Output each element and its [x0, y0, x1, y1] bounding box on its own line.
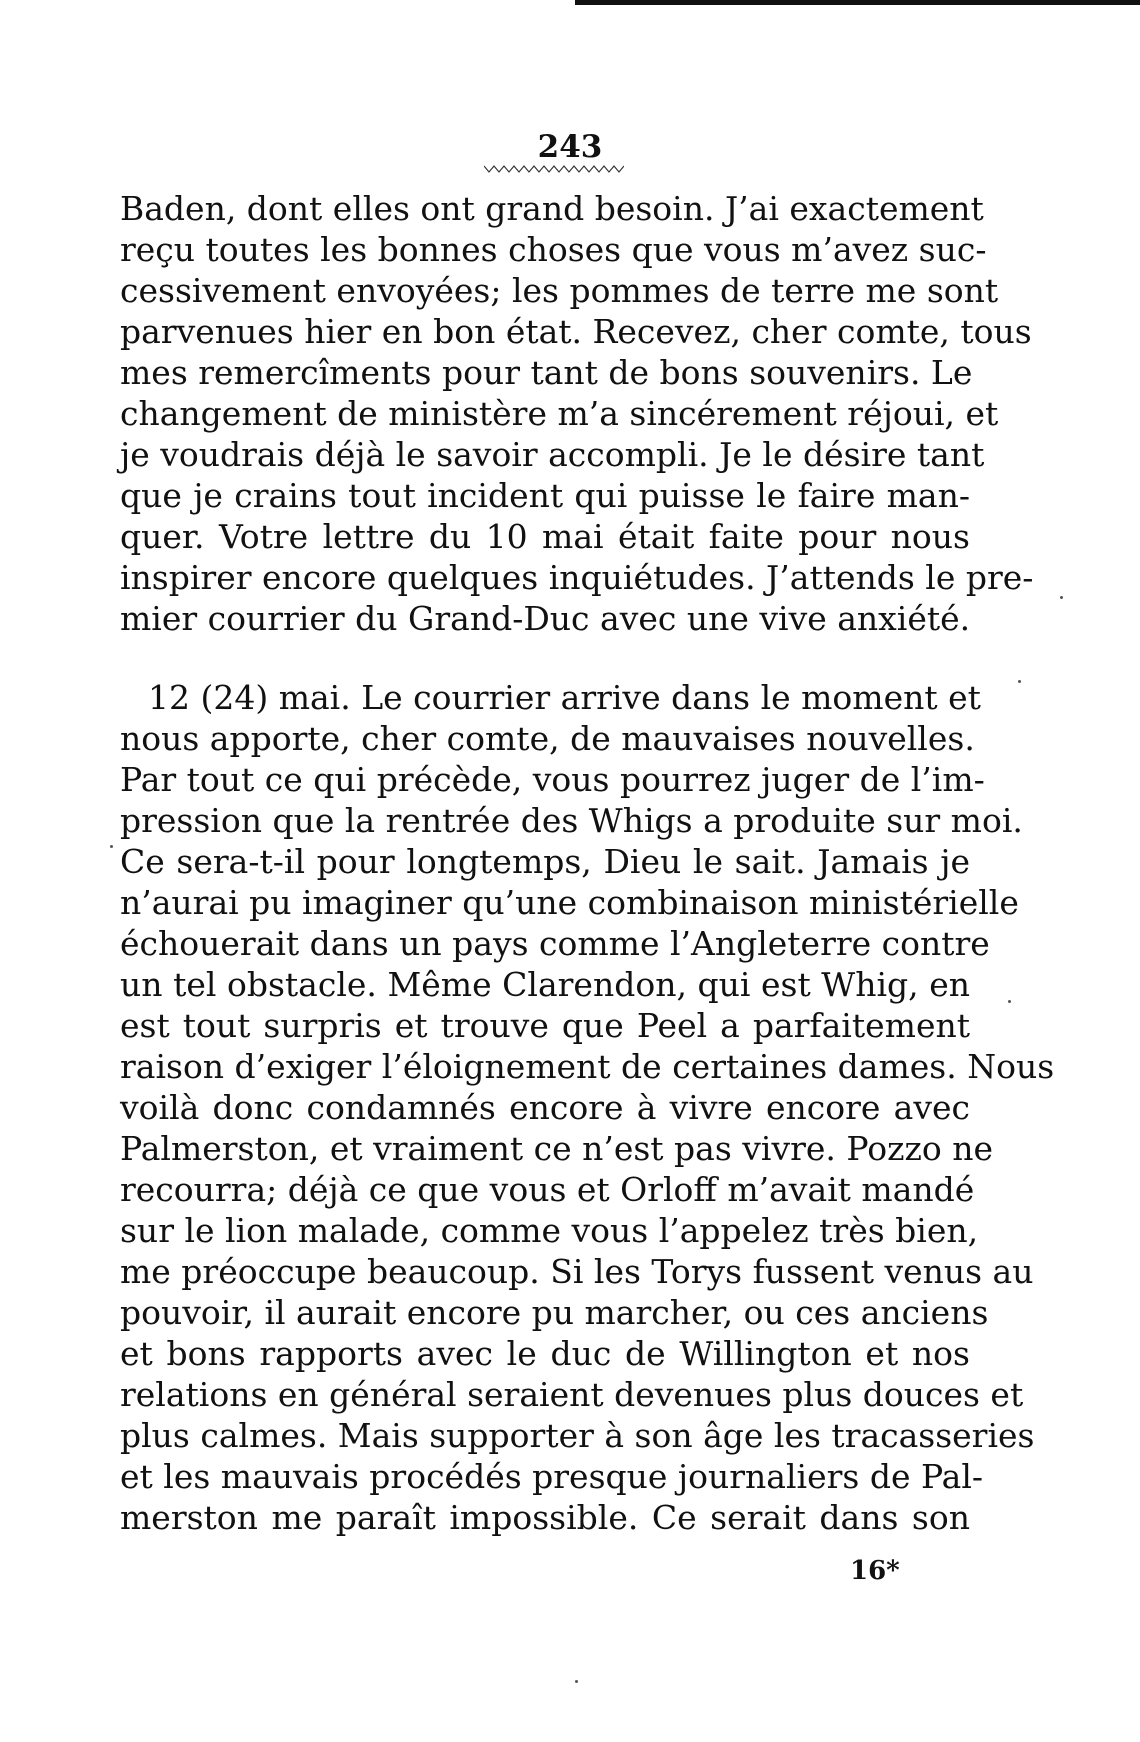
page-top-rule [575, 0, 1140, 5]
text-line: est tout surpris et trouve que Peel a parfaitement [120, 1006, 970, 1045]
text-line: Par tout ce qui précède, vous pourrez juger de l’im- [120, 760, 985, 799]
text-line: je voudrais déjà le savoir accompli. Je le désire tant [120, 435, 985, 474]
scan-speck [1018, 680, 1021, 683]
text-line: changement de ministère m’a sincérement réjoui, et [120, 394, 999, 433]
text-line: que je crains tout incident qui puisse le faire man- [120, 476, 970, 515]
text-line: raison d’exiger l’éloignement de certaines dames. Nous [120, 1047, 1055, 1086]
text-line: mes remercîments pour tant de bons souvenirs. Le [120, 353, 973, 392]
text-line: quer. Votre lettre du 10 mai était faite pour nous [120, 517, 970, 556]
text-line: reçu toutes les bonnes choses que vous m’avez suc- [120, 230, 987, 269]
paragraph-gap [120, 639, 970, 677]
text-line: Palmerston, et vraiment ce n’est pas vivre. Pozzo ne [120, 1129, 994, 1168]
text-line: voilà donc condamnés encore à vivre encore avec [120, 1088, 970, 1127]
signature-mark: 16* [850, 1556, 900, 1586]
text-line: merston me paraît impossible. Ce serait dans son [120, 1498, 970, 1537]
text-line: cessivement envoyées; les pommes de terre me sont [120, 271, 999, 310]
text-line: et les mauvais procédés presque journaliers de Pal- [120, 1457, 984, 1496]
text-line: sur le lion malade, comme vous l’appelez très bien, [120, 1211, 979, 1250]
text-line: recourra; déjà ce que vous et Orloff m’avait mandé [120, 1170, 975, 1209]
text-line: n’aurai pu imaginer qu’une combinaison ministérielle [120, 883, 1019, 922]
text-line: et bons rapports avec le duc de Willington et nos [120, 1334, 970, 1373]
page-number-ornament [484, 164, 624, 174]
text-line: échouerait dans un pays comme l’Angleterre contre [120, 924, 990, 963]
text-line: Ce sera-t-il pour longtemps, Dieu le sait. Jamais je [120, 842, 970, 881]
text-line: nous apporte, cher comte, de mauvaises nouvelles. [120, 719, 975, 758]
scan-speck [1008, 1000, 1011, 1003]
scan-speck [110, 845, 113, 848]
paragraph-1 [120, 188, 1034, 639]
page-number: 243 [537, 129, 603, 165]
text-line: pression que la rentrée des Whigs a produite sur moi. [120, 801, 1023, 840]
text-line: plus calmes. Mais supporter à son âge les tracasseries [120, 1416, 1035, 1455]
paragraph-2 [120, 677, 1055, 1538]
text-line: un tel obstacle. Même Clarendon, qui est Whig, en [120, 965, 970, 1004]
scan-speck [1060, 596, 1063, 599]
text-line: relations en général seraient devenues plus douces et [120, 1375, 1024, 1414]
text-line: pouvoir, il aurait encore pu marcher, ou ces anciens [120, 1293, 989, 1332]
text-line: parvenues hier en bon état. Recevez, cher comte, tous [120, 312, 1032, 351]
text-line: mier courrier du Grand-Duc avec une vive anxiété. [120, 599, 971, 638]
text-line: Baden, dont elles ont grand besoin. J’ai exactement [120, 189, 984, 228]
scan-speck [575, 1680, 578, 1683]
body-text [120, 188, 1055, 1538]
text-line: 12 (24) mai. Le courrier arrive dans le moment et [148, 678, 981, 717]
text-line: inspirer encore quelques inquiétudes. J’attends le pre- [120, 558, 1034, 597]
text-line: me préoccupe beaucoup. Si les Torys fussent venus au [120, 1252, 1034, 1291]
